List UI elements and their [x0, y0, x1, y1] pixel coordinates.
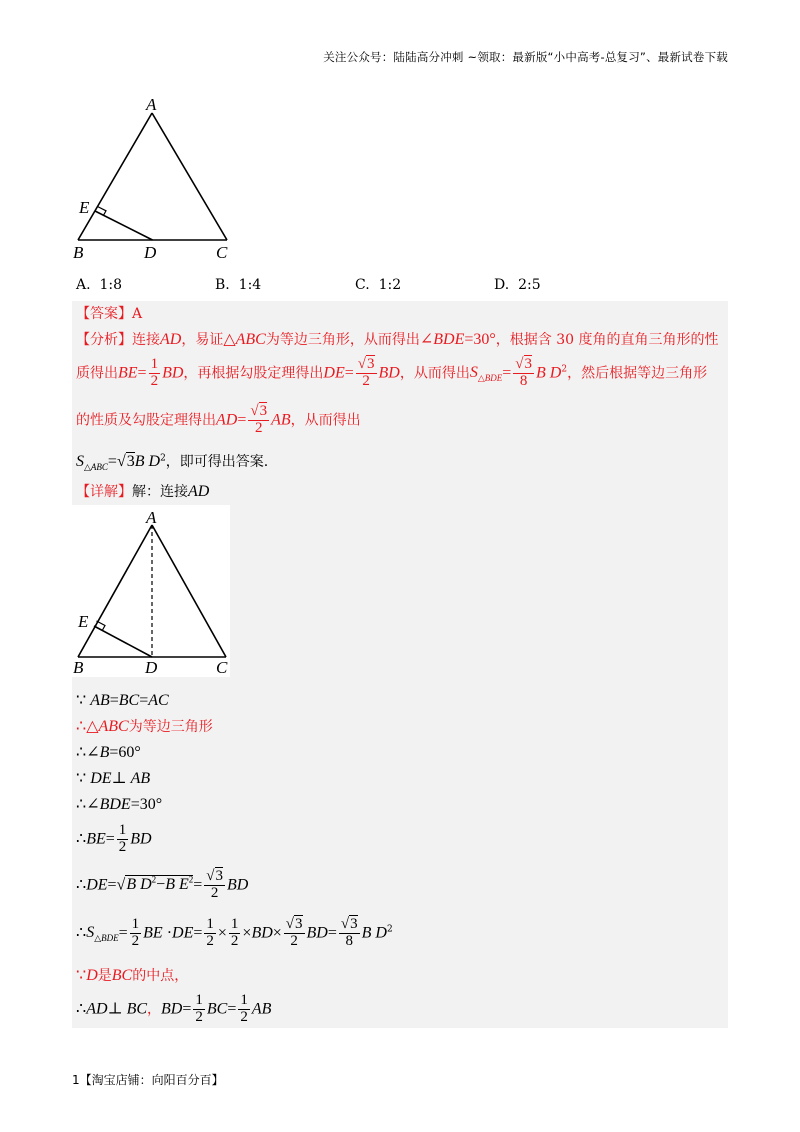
page-footer: [72, 1071, 224, 1088]
triangle-figure: [66, 92, 246, 267]
choice-c: C. 1:2: [355, 277, 402, 293]
label-a: A: [146, 508, 157, 527]
label-b: B: [73, 243, 84, 262]
label-b: B: [73, 658, 84, 677]
page-header: 关注公众号：陆陆高分冲刺 ~领取：最新版“小中高考-总复习”、最新试卷下载: [323, 50, 728, 64]
analysis-line-1: 【分析】连接AD，易证△ABC为等边三角形，从而得出∠BDE=30°，根据含 30 度角的直角三角形的性: [76, 331, 719, 348]
step-2: ∴△ABC为等边三角形: [76, 718, 213, 735]
label-e: E: [78, 612, 89, 631]
choice-a: A. 1:8: [76, 277, 122, 293]
answer-line: 【答案】A: [76, 306, 143, 322]
side-ac: [152, 525, 226, 657]
shop-name: 【淘宝店铺：向阳百分百】: [79, 1073, 224, 1087]
segment-de: [94, 626, 152, 657]
label-a: A: [146, 95, 157, 114]
step-1: ∵ AB=BC=AC: [76, 692, 169, 709]
label-d: D: [145, 658, 158, 677]
analysis-line-3: 的性质及勾股定理得出AD= $\frac{√3}{2}$ AB，从而得出: [76, 403, 361, 436]
label-c: C: [216, 243, 228, 262]
step-6: ∴BE= $\frac{1}{2}$ BD: [76, 822, 152, 855]
step-9: ∵D是BC的中点，: [76, 967, 189, 984]
label-e: E: [79, 198, 90, 217]
choice-d: D. 2:5: [494, 277, 541, 293]
page-number: 1: [72, 1073, 80, 1087]
triangle-figure-with-altitude: [72, 505, 230, 677]
analysis-line-4: $S_{\triangle ABC}=√3B$ $D^2$，即可得出答案.: [76, 453, 269, 473]
choice-b: B. 1:4: [215, 277, 262, 293]
label-d: D: [144, 243, 157, 262]
step-10: ∴AD⊥ BC，BD= $\frac{1}{2}$ BC= $\frac{1}{2}$ AB: [76, 992, 272, 1025]
step-3: ∴∠B=60°: [76, 744, 141, 761]
analysis-line-2: 质得出BE= $\frac{1}{2}$ BD，再根据勾股定理得出DE= $\frac{√3}{2}$ BD，从而得出$S_{\triangle BDE}=$ $\frac{√3}{8}$ B $D^2$，然后根据等边三角形: [76, 356, 708, 389]
side-ac: [152, 113, 227, 240]
step-7: ∴DE=√B $D^2-B$ $E^2=$ $\frac{√3}{2}$ BD: [76, 868, 249, 901]
detail-intro: 【详解】解：连接AD: [76, 483, 210, 500]
step-5: ∴∠BDE=30°: [76, 796, 163, 813]
step-8: $\therefore S_{\triangle BDE}=$ $\frac{1}{2}$ BE ·DE= $\frac{1}{2}$ × $\frac{1}{2}$ ×BD× $\frac{√3}{2}$ BD= $\frac{√3}{8}$ B $D^2$: [76, 916, 393, 949]
label-c: C: [216, 658, 228, 677]
step-4: ∵ DE⊥ AB: [76, 770, 151, 787]
